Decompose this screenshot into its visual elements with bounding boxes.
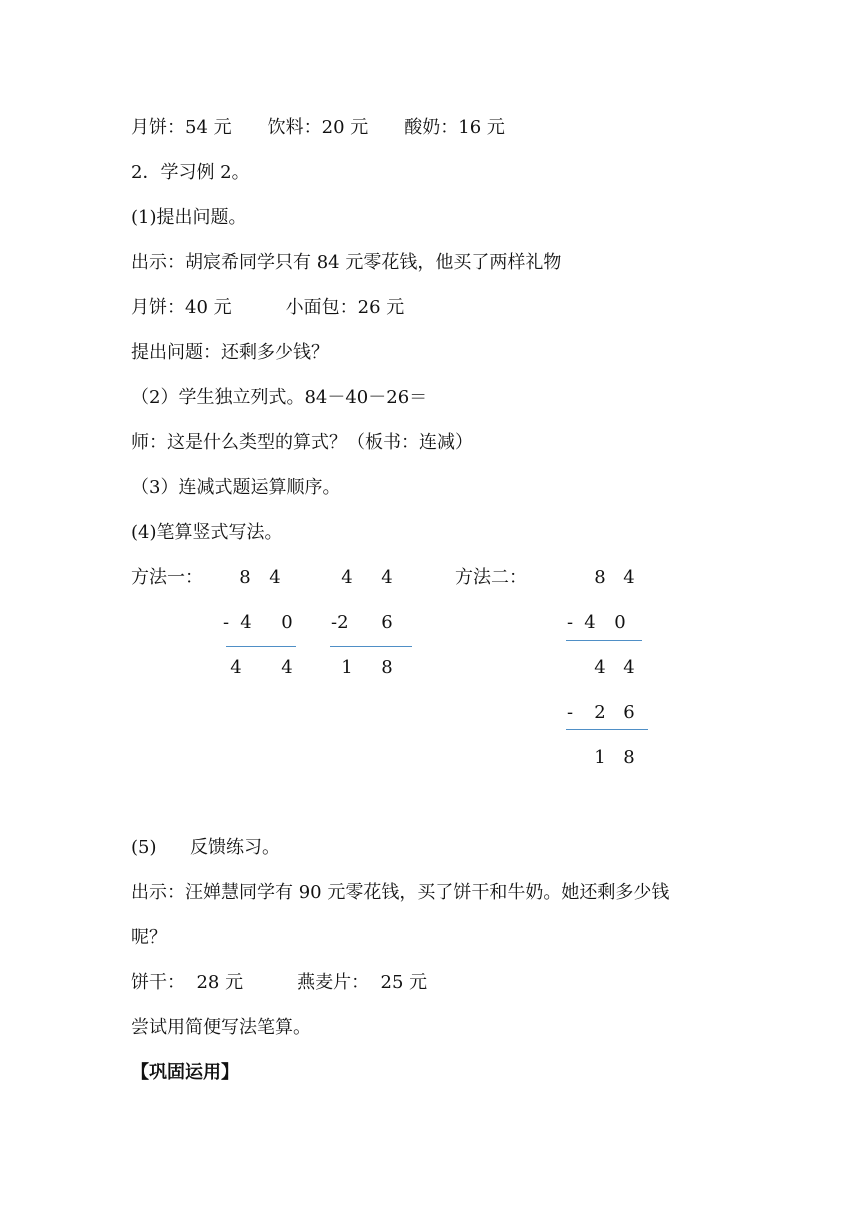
prices-line-2: 月饼：40 元 小面包：26 元 [131, 297, 405, 318]
step-2: （2）学生独立列式。84－40－26＝ [131, 387, 428, 408]
prices-line-3: 饼干： 28 元 燕麦片： 25 元 [131, 972, 428, 993]
method-2-minus: - [566, 702, 574, 723]
show-line-1: 出示：胡宸希同学只有 84 元零花钱，他买了两样礼物 [131, 252, 562, 273]
step-5-number: (5) [131, 837, 157, 858]
question-line: 提出问题：还剩多少钱？ [131, 342, 329, 363]
method-2-digit: 4 [623, 657, 635, 678]
method-1-minus: - [222, 612, 230, 633]
prices-line-1: 月饼：54 元 饮料：20 元 酸奶：16 元 [131, 117, 505, 138]
try-line: 尝试用简便写法笔算。 [131, 1017, 311, 1038]
method-1-digit: 4 [341, 567, 353, 588]
show-line-2a: 出示：汪婵慧同学有 90 元零花钱，买了饼干和牛奶。她还剩多少钱 [131, 882, 670, 903]
method-1-digit: 1 [341, 657, 353, 678]
method-1-digit: 4 [230, 657, 242, 678]
method-1-digit: -2 [331, 612, 349, 633]
method-2-digit: 0 [614, 612, 626, 633]
example-2-heading: 2．学习例 2。 [131, 162, 250, 183]
method-1-digit: 0 [281, 612, 293, 633]
teacher-line: 师：这是什么类型的算式？（板书：连减） [131, 432, 473, 453]
method-1-digit: 4 [240, 612, 252, 633]
step-3: （3）连减式题运算顺序。 [131, 477, 341, 498]
step-4: (4)笔算竖式写法。 [131, 522, 283, 543]
method-1-digit: 8 [381, 657, 393, 678]
step-5-text: 反馈练习。 [190, 837, 280, 858]
method-2-digit: 1 [594, 747, 606, 768]
method-2-digit: 6 [623, 702, 635, 723]
method-2-rule [566, 729, 648, 730]
method-2-digit: 2 [594, 702, 606, 723]
method-2-minus: - [566, 612, 574, 633]
method-2-digit: 4 [594, 657, 606, 678]
method-2-rule [566, 640, 642, 641]
method-1-rule [226, 646, 296, 647]
method-1-digit: 4 [281, 657, 293, 678]
method-1-digit: 6 [381, 612, 393, 633]
method-2-label: 方法二： [455, 567, 527, 588]
method-1-digit: 4 [269, 567, 281, 588]
method-2-digit: 4 [584, 612, 596, 633]
method-2-digit: 8 [623, 747, 635, 768]
method-1-digit: 4 [381, 567, 393, 588]
show-line-2b: 呢？ [131, 927, 167, 948]
step-1: (1)提出问题。 [131, 207, 247, 228]
method-1-rule [330, 646, 412, 647]
method-2-digit: 4 [623, 567, 635, 588]
method-1-label: 方法一： [131, 567, 203, 588]
method-1-digit: 8 [239, 567, 251, 588]
method-2-digit: 8 [594, 567, 606, 588]
section-heading: 【巩固运用】 [131, 1062, 239, 1083]
